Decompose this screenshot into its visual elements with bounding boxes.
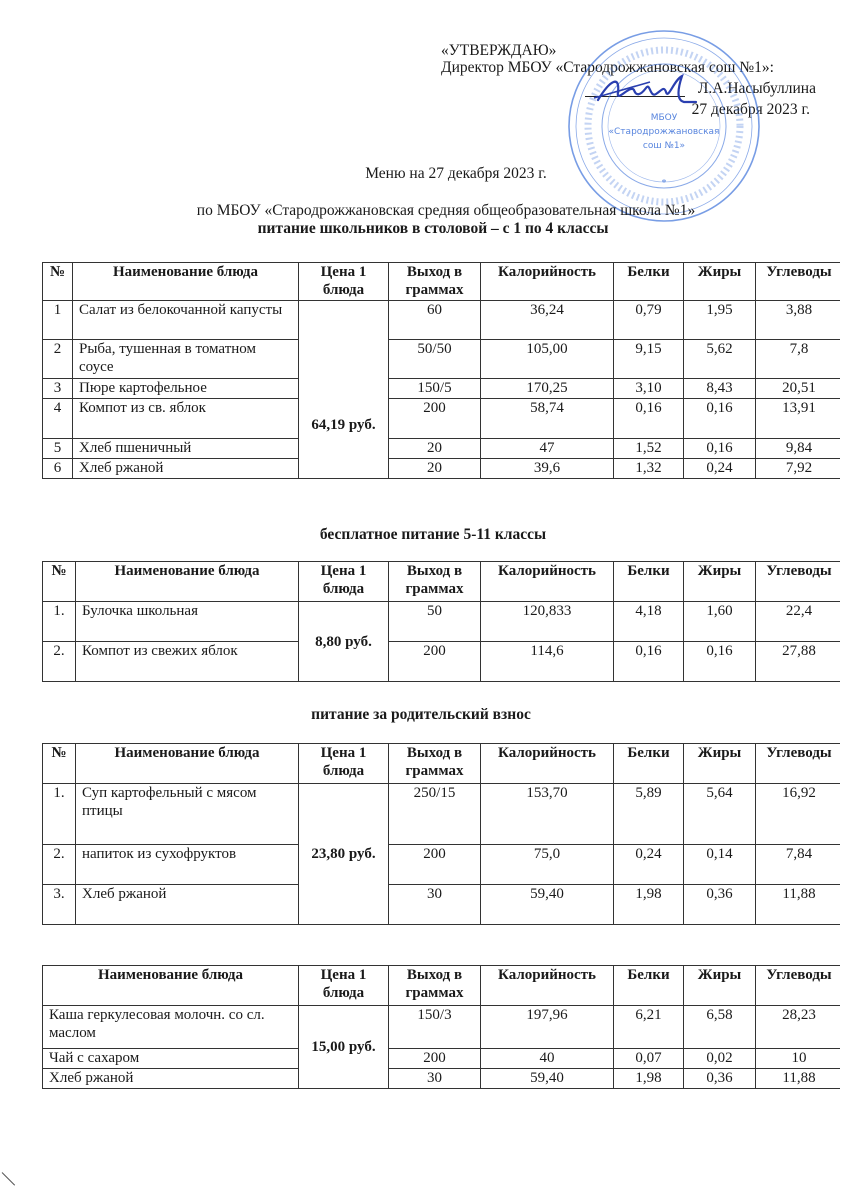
table-row [43,379,843,399]
protein: 6,21 [614,1006,684,1049]
row-num: 1. [43,784,76,845]
scan-mark [2,1172,15,1185]
dish-name: Салат из белокочанной капусты [73,301,299,340]
row-num: 6 [43,459,73,479]
protein: 4,18 [614,602,684,642]
fat: 0,24 [684,459,756,479]
dish-name: Суп картофельный с мясом птицы [76,784,299,845]
calories: 197,96 [481,1006,614,1049]
col-price: Цена 1 блюда [299,744,389,784]
fat: 0,02 [684,1049,756,1069]
col-carbs: Углеводы [756,562,843,602]
table-header-row [43,744,843,784]
table-row [43,845,843,885]
approve-label: «УТВЕРЖДАЮ» [441,42,557,59]
fat: 0,16 [684,399,756,439]
protein: 1,98 [614,885,684,925]
dish-name: Хлеб ржаной [73,459,299,479]
col-name: Наименование блюда [76,744,299,784]
protein: 3,10 [614,379,684,399]
table-row [43,1049,843,1069]
row-num: 2. [43,642,76,682]
fat: 8,43 [684,379,756,399]
table-header-row [43,562,843,602]
price-cell: 23,80 руб. [299,784,389,925]
calories: 120,833 [481,602,614,642]
table-header-row [43,263,843,301]
fat: 1,60 [684,602,756,642]
col-yield: Выход в граммах [389,263,481,301]
menu-table-grades-1-4 [42,262,843,479]
table-row [43,885,843,925]
dish-name: Булочка школьная [76,602,299,642]
calories: 105,00 [481,340,614,379]
school-name: по МБОУ «Стародрожжановская средняя общеобразовательная школа №1» [196,202,696,219]
dish-name: Каша геркулесовая молочн. со сл. маслом [43,1006,299,1049]
fat: 5,64 [684,784,756,845]
table-row [43,439,843,459]
stamp-text-1: МБОУ [650,113,678,123]
col-fat: Жиры [684,744,756,784]
row-num: 3 [43,379,73,399]
carbs: 27,88 [756,642,843,682]
dish-name: Рыба, тушенная в томатном соусе [73,340,299,379]
carbs: 7,84 [756,845,843,885]
protein: 9,15 [614,340,684,379]
row-num: 3. [43,885,76,925]
col-num: № [43,263,73,301]
col-protein: Белки [614,744,684,784]
row-num: 1. [43,602,76,642]
fat: 5,62 [684,340,756,379]
yield: 50/50 [389,340,481,379]
col-fat: Жиры [684,263,756,301]
table-row [43,642,843,682]
col-calories: Калорийность [481,562,614,602]
yield: 250/15 [389,784,481,845]
fat: 0,36 [684,1069,756,1089]
menu-table-free-5-11 [42,561,843,682]
table-row [43,301,843,340]
carbs: 11,88 [756,1069,843,1089]
col-yield: Выход в граммах [389,744,481,784]
yield: 60 [389,301,481,340]
yield: 20 [389,439,481,459]
calories: 40 [481,1049,614,1069]
yield: 30 [389,1069,481,1089]
fat: 0,14 [684,845,756,885]
protein: 1,52 [614,439,684,459]
carbs: 28,23 [756,1006,843,1049]
calories: 153,70 [481,784,614,845]
section-title: питание школьников в столовой – с 1 по 4 классы [257,220,609,237]
carbs: 10 [756,1049,843,1069]
table-row [43,340,843,379]
table-row [43,459,843,479]
col-name: Наименование блюда [73,263,299,301]
table-row [43,399,843,439]
col-protein: Белки [614,263,684,301]
director-position: Директор МБОУ «Стародрожжановская сош №1»: [441,59,774,76]
col-fat: Жиры [684,562,756,602]
dish-name: Пюре картофельное [73,379,299,399]
calories: 114,6 [481,642,614,682]
menu-table-extra [42,965,843,1089]
dish-name: Компот из свежих яблок [76,642,299,682]
calories: 58,74 [481,399,614,439]
price-cell: 8,80 руб. [299,602,389,682]
carbs: 3,88 [756,301,843,340]
col-carbs: Углеводы [756,263,843,301]
dish-name: Хлеб ржаной [43,1069,299,1089]
row-num: 1 [43,301,73,340]
col-num: № [43,744,76,784]
protein: 5,89 [614,784,684,845]
fat: 0,16 [684,439,756,459]
col-carbs: Углеводы [756,744,843,784]
yield: 50 [389,602,481,642]
protein: 0,24 [614,845,684,885]
yield: 20 [389,459,481,479]
section-title: питание за родительский взнос [311,706,531,723]
stamp-text-3: сош №1» [642,141,686,151]
carbs: 9,84 [756,439,843,459]
school-stamp-icon [566,28,762,224]
calories: 75,0 [481,845,614,885]
col-calories: Калорийность [481,744,614,784]
col-calories: Калорийность [481,263,614,301]
table-row [43,602,843,642]
price-cell: 15,00 руб. [299,1006,389,1089]
row-num: 2 [43,340,73,379]
carbs: 13,91 [756,399,843,439]
col-protein: Белки [614,562,684,602]
col-yield: Выход в граммах [389,966,481,1006]
carbs: 7,92 [756,459,843,479]
carbs: 22,4 [756,602,843,642]
row-num: 4 [43,399,73,439]
yield: 30 [389,885,481,925]
carbs: 16,92 [756,784,843,845]
protein: 1,32 [614,459,684,479]
row-num: 5 [43,439,73,459]
table-row [43,1006,843,1049]
calories: 59,40 [481,1069,614,1089]
carbs: 7,8 [756,340,843,379]
svg-text:*: * [661,178,667,189]
col-price: Цена 1 блюда [299,562,389,602]
protein: 0,07 [614,1049,684,1069]
section-title: бесплатное питание 5-11 классы [319,526,547,543]
protein: 0,16 [614,642,684,682]
page-edge [840,0,862,1200]
calories: 170,25 [481,379,614,399]
fat: 0,16 [684,642,756,682]
calories: 36,24 [481,301,614,340]
row-num: 2. [43,845,76,885]
protein: 0,79 [614,301,684,340]
fat: 0,36 [684,885,756,925]
fat: 1,95 [684,301,756,340]
director-name: Л.А.Насыбуллина [697,80,816,97]
table-row [43,1069,843,1089]
carbs: 20,51 [756,379,843,399]
yield: 200 [389,399,481,439]
col-fat: Жиры [684,966,756,1006]
col-name: Наименование блюда [43,966,299,1006]
col-protein: Белки [614,966,684,1006]
col-name: Наименование блюда [76,562,299,602]
yield: 200 [389,1049,481,1069]
dish-name: напиток из сухофруктов [76,845,299,885]
dish-name: Хлеб пшеничный [73,439,299,459]
table-header-row [43,966,843,1006]
signature-icon [590,70,700,110]
col-num: № [43,562,76,602]
menu-table-parent-fee [42,743,843,925]
table-row [43,784,843,845]
col-carbs: Углеводы [756,966,843,1006]
yield: 200 [389,845,481,885]
approval-date: 27 декабря 2023 г. [691,101,810,118]
yield: 150/3 [389,1006,481,1049]
yield: 200 [389,642,481,682]
col-calories: Калорийность [481,966,614,1006]
protein: 1,98 [614,1069,684,1089]
calories: 59,40 [481,885,614,925]
stamp-text-2: «Стародрожжановская [608,127,720,137]
protein: 0,16 [614,399,684,439]
fat: 6,58 [684,1006,756,1049]
calories: 47 [481,439,614,459]
menu-title: Меню на 27 декабря 2023 г. [365,165,547,182]
dish-name: Хлеб ржаной [76,885,299,925]
carbs: 11,88 [756,885,843,925]
calories: 39,6 [481,459,614,479]
yield: 150/5 [389,379,481,399]
price-cell: 64,19 руб. [299,301,389,479]
col-price: Цена 1 блюда [299,263,389,301]
dish-name: Компот из св. яблок [73,399,299,439]
dish-name: Чай с сахаром [43,1049,299,1069]
col-yield: Выход в граммах [389,562,481,602]
col-price: Цена 1 блюда [299,966,389,1006]
